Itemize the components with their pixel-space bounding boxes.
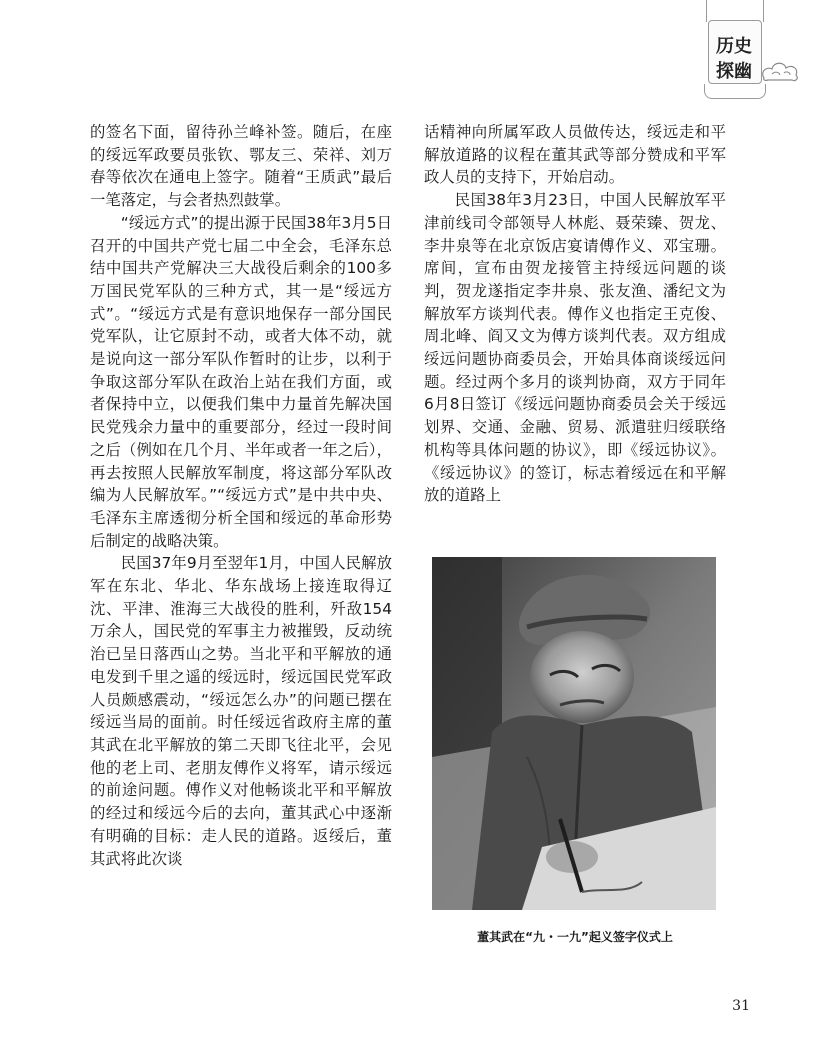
historical-photo [432,557,716,910]
left-column [90,121,392,870]
paragraph: 民国37年9月至翌年1月，中国人民解放军在东北、华北、华东战场上接连取得辽沈、平津、淮海三大战役的胜利，歼敌154万余人，国民党的军事主力被摧毁，反动统治已呈日落西山之势。当北平和平解放的通电发到千里之遥的绥远时，绥远国民党军政人员颇感震动，“绥远怎么办”的问题已摆在绥远当局的面前。时任绥远省政府主席的董其武在北平解放的第二天即飞往北平，会见他的老上司、老朋友傅作义将军，请示绥远的前途问题。傅作义对他畅谈北平和平解放的经过和绥远今后的去向，董其武心中逐渐有明确的目标：走人民的道路。返绥后，董其武将此次谈 [90,554,392,868]
paragraph: “绥远方式”的提出源于民国38年3月5日召开的中国共产党七届二中全会，毛泽东总结中国共产党解决三大战役后剩余的100多万国民党军队的三种方式，其一是“绥远方式”。“绥远方式是有意识地保存一部分国民党军队，让它原封不动，或者大体不动，就是说向这一部分军队作暂时的让步，以利于争取这部分军队在政治上站在我们方面，或者保持中立，以便我们集中力量首先解决国民党残余力量中的重要部分，经过一段时间之后（例如在几个月、半年或者一年之后），再去按照人民解放军制度，将这部分军队改编为人民解放军。”“绥远方式”是中共中央、毛泽东主席透彻分析全国和绥远的革命形势后制定的战略决策。 [90,213,392,550]
badge-bottom-frame [704,84,766,99]
paragraph: 话精神向所属军政人员做传达，绥远走和平解放道路的议程在董其武等部分赞成和平军政人员的支持下，开始启动。 [424,123,726,187]
page-number: 31 [732,998,750,1014]
badge-top-frame [706,0,764,22]
right-column [424,121,726,507]
photo-caption: 董其武在“九・一九”起义签字仪式上 [477,930,673,944]
section-badge [700,0,770,100]
paragraph: 的签名下面，留待孙兰峰补签。随后，在座的绥远军政要员张钦、鄂友三、荣祥、刘万春等依次在通电上签字。随着“王质武”最后一笔落定，与会者热烈鼓掌。 [90,123,392,210]
cloud-ornament-icon [760,58,800,84]
section-title-line1: 历史 [716,36,752,57]
photo-illustration [432,557,716,910]
paragraph: 民国38年3月23日，中国人民解放军平津前线司令部领导人林彪、聂荣臻、贺龙、李井泉等在北京饭店宴请傅作义、邓宝珊。席间，宣布由贺龙接管主持绥远问题的谈判，贺龙遂指定李井泉、张友渔、潘纪文为解放军方谈判代表。傅作义也指定王克俊、周北峰、阎又文为傅方谈判代表。双方组成绥远问题协商委员会，开始具体商谈绥远问题。经过两个多月的谈判协商，双方于同年6月8日签订《绥远问题协商委员会关于绥远划界、交通、金融、贸易、派遣驻归绥联络机构等具体问题的协议》，即《绥远协议》。《绥远协议》的签订，标志着绥远在和平解放的道路上 [424,191,726,505]
section-title-line2: 探幽 [716,61,752,82]
